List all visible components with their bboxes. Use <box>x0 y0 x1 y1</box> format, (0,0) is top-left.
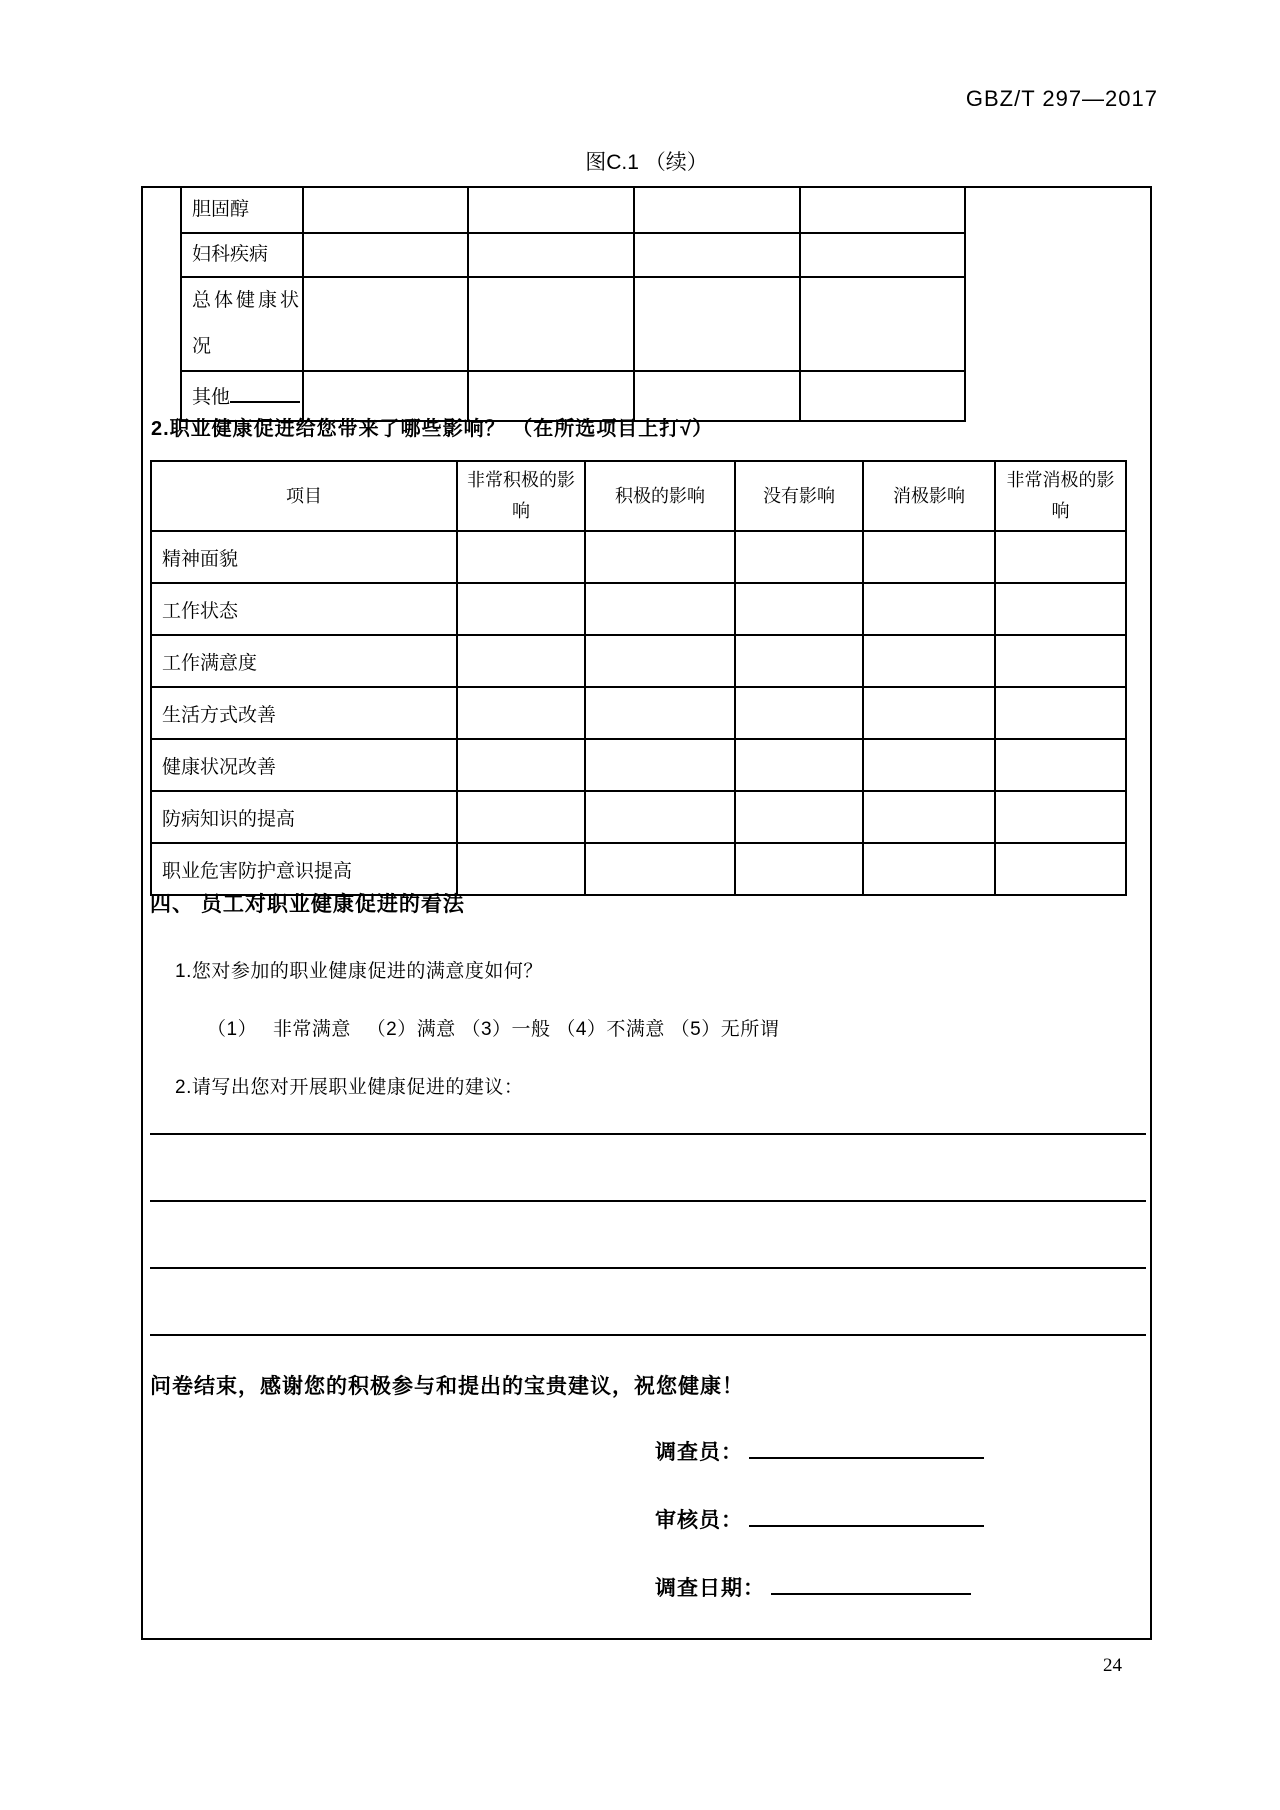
blank-writing-line <box>150 1200 1146 1202</box>
blank-writing-line <box>150 1334 1146 1336</box>
table-row <box>181 277 965 371</box>
empty-cell <box>735 687 863 739</box>
empty-cell <box>457 583 585 635</box>
reviewer-label: 审核员： <box>655 1509 743 1532</box>
section4-question1-options: （1） 非常满意 （2）满意 （3）一般 （4）不满意 （5）无所谓 <box>207 1019 780 1040</box>
empty-cell <box>585 583 735 635</box>
blank-writing-line <box>150 1267 1146 1269</box>
empty-cell <box>457 843 585 895</box>
empty-cell <box>735 531 863 583</box>
empty-cell <box>303 187 468 233</box>
surveyor-label: 调查员： <box>655 1441 743 1464</box>
empty-cell <box>457 739 585 791</box>
empty-cell <box>634 277 800 371</box>
row-label-lifestyle-improvement: 生活方式改善 <box>151 687 457 739</box>
empty-cell <box>468 233 634 277</box>
empty-cell <box>800 277 965 371</box>
header-item: 项目 <box>151 461 457 531</box>
empty-cell <box>585 635 735 687</box>
empty-cell <box>735 791 863 843</box>
row-label-mental-outlook: 精神面貌 <box>151 531 457 583</box>
empty-cell <box>800 233 965 277</box>
empty-cell <box>995 843 1126 895</box>
empty-cell <box>634 187 800 233</box>
survey-date-blank-line <box>771 1569 971 1595</box>
header-very-negative: 非常消极的影响 <box>995 461 1126 531</box>
row-label-overall-health: 总体健康状况 <box>181 277 303 371</box>
other-label: 其他 <box>192 387 231 409</box>
empty-cell <box>863 843 995 895</box>
empty-cell <box>585 739 735 791</box>
empty-cell <box>863 583 995 635</box>
standard-number: GBZ/T 297—2017 <box>965 86 1158 111</box>
other-blank-line <box>230 381 300 403</box>
empty-cell <box>863 739 995 791</box>
empty-cell <box>800 187 965 233</box>
surveyor-row <box>655 1433 984 1466</box>
blank-writing-line <box>150 1133 1146 1135</box>
header-positive: 积极的影响 <box>585 461 735 531</box>
empty-cell <box>995 687 1126 739</box>
row-label-hazard-awareness: 职业危害防护意识提高 <box>151 843 457 895</box>
empty-cell <box>995 583 1126 635</box>
header-negative: 消极影响 <box>863 461 995 531</box>
row-label-disease-knowledge: 防病知识的提高 <box>151 791 457 843</box>
empty-cell <box>863 635 995 687</box>
empty-cell <box>735 739 863 791</box>
row-label-gynecological: 妇科疾病 <box>181 233 303 277</box>
reviewer-row <box>655 1501 984 1534</box>
empty-cell <box>863 791 995 843</box>
figure-title: 图C.1 （续） <box>585 151 708 174</box>
row-label-health-improvement: 健康状况改善 <box>151 739 457 791</box>
empty-cell <box>995 791 1126 843</box>
empty-cell <box>457 687 585 739</box>
empty-cell <box>995 635 1126 687</box>
row-label-cholesterol: 胆固醇 <box>181 187 303 233</box>
empty-cell <box>457 635 585 687</box>
section4-heading: 四、 员工对职业健康促进的看法 <box>150 893 465 916</box>
table-row <box>181 233 965 277</box>
table-row <box>181 187 965 233</box>
empty-cell <box>457 531 585 583</box>
empty-cell <box>585 843 735 895</box>
table-row <box>151 635 1126 687</box>
empty-cell <box>995 531 1126 583</box>
header-no-influence: 没有影响 <box>735 461 863 531</box>
header-row <box>151 461 1126 531</box>
empty-cell <box>735 635 863 687</box>
empty-cell <box>863 531 995 583</box>
reviewer-blank-line <box>749 1501 984 1527</box>
row-label-job-satisfaction: 工作满意度 <box>151 635 457 687</box>
section4-question1: 1.您对参加的职业健康促进的满意度如何？ <box>175 961 543 982</box>
header-very-positive: 非常积极的影响 <box>457 461 585 531</box>
surveyor-blank-line <box>749 1433 984 1459</box>
empty-cell <box>303 233 468 277</box>
table-row <box>151 687 1126 739</box>
empty-cell <box>995 739 1126 791</box>
health-status-table <box>180 186 966 422</box>
empty-cell <box>468 187 634 233</box>
question2-header: 2.职业健康促进给您带来了哪些影响？ （在所选项目上打√） <box>151 418 714 440</box>
closing-thanks: 问卷结束，感谢您的积极参与和提出的宝贵建议，祝您健康！ <box>150 1375 744 1398</box>
empty-cell <box>800 371 965 421</box>
table-row <box>151 791 1126 843</box>
page-number: 24 <box>1103 1655 1122 1676</box>
table-row <box>151 583 1126 635</box>
empty-cell <box>735 583 863 635</box>
empty-cell <box>303 277 468 371</box>
empty-cell <box>735 843 863 895</box>
table-row <box>151 531 1126 583</box>
influence-table <box>150 460 1127 896</box>
empty-cell <box>585 531 735 583</box>
section4-question2: 2.请写出您对开展职业健康促进的建议： <box>175 1077 524 1098</box>
empty-cell <box>634 233 800 277</box>
empty-cell <box>468 277 634 371</box>
form-border-box <box>141 186 1152 1640</box>
empty-cell <box>585 791 735 843</box>
survey-date-row <box>655 1569 971 1602</box>
row-label-work-state: 工作状态 <box>151 583 457 635</box>
survey-date-label: 调查日期： <box>655 1577 765 1600</box>
empty-cell <box>863 687 995 739</box>
empty-cell <box>585 687 735 739</box>
empty-cell <box>457 791 585 843</box>
table-row <box>151 739 1126 791</box>
